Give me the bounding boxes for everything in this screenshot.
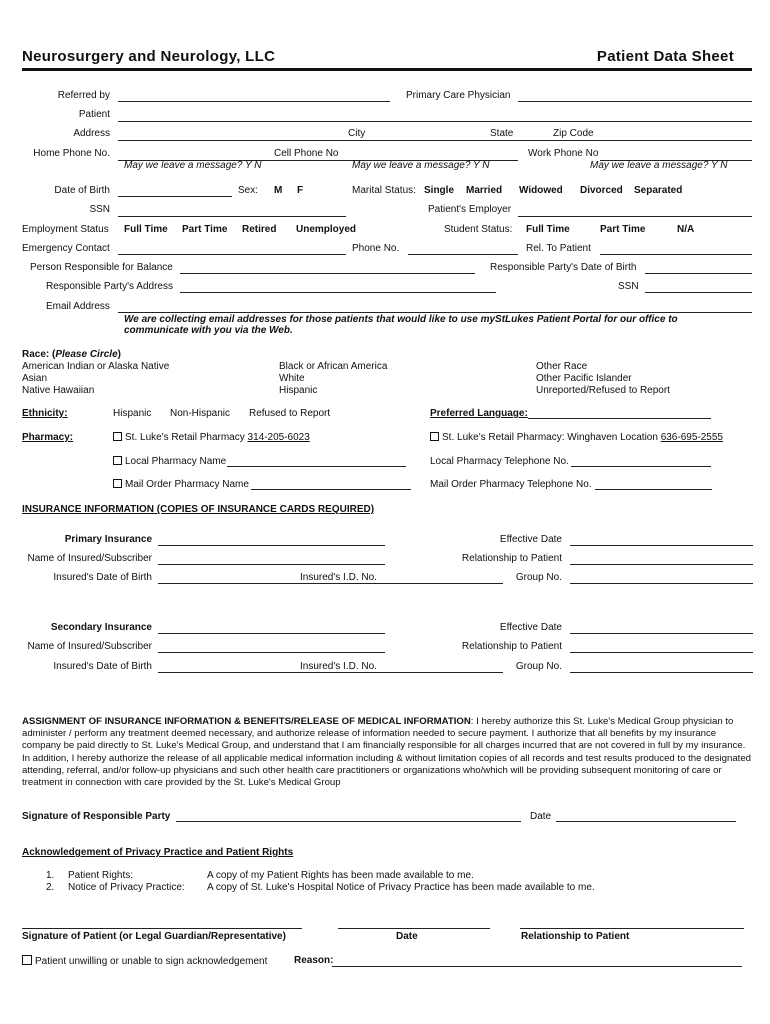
city-label: City [348,128,366,139]
sig-resp-field[interactable] [176,821,521,822]
race-option[interactable]: Native Hawaiian [22,385,95,396]
patient-signature-field[interactable] [22,928,302,929]
retail-pharmacy-option[interactable]: St. Luke's Retail Pharmacy 314-205-6023 [113,432,310,443]
rel-field[interactable] [600,254,752,255]
student-label: Student Status: [444,224,513,235]
race-option[interactable]: Hispanic [279,385,318,396]
org-name: Neurosurgery and Neurology, LLC [22,48,276,65]
dob-label: Date of Birth [54,185,110,196]
emp-full-time[interactable]: Full Time [124,224,168,235]
insured-field[interactable] [158,652,385,653]
employment-label: Employment Status [22,224,109,235]
email-label: Email Address [46,301,110,312]
iid-label: Insured's I.D. No. [300,572,377,583]
referred-label: Referred by [57,90,110,101]
eth-hispanic[interactable]: Hispanic [113,408,152,419]
checkbox-icon[interactable] [113,479,122,488]
race-option[interactable]: Other Race [536,361,588,372]
work-message-option[interactable]: May we leave a message? Y N [590,160,728,171]
eth-non-hispanic[interactable]: Non-Hispanic [170,408,231,419]
emergency-label: Emergency Contact [22,243,110,254]
ethnicity-heading: Ethnicity: [22,408,68,419]
patient-signature-label: Signature of Patient (or Legal Guardian/Representative) [22,931,286,942]
marital-divorced[interactable]: Divorced [580,185,623,196]
eff-date-field[interactable] [570,545,753,546]
group-label: Group No. [515,572,562,583]
local-pharmacy-option[interactable]: Local Pharmacy Name [113,456,226,467]
sex-label: Sex: [238,185,259,196]
unable-to-sign-option[interactable]: Patient unwilling or unable to sign acknowledgement [22,955,267,967]
resp-addr-field[interactable] [180,292,496,293]
home-phone-label: Home Phone No. [33,148,110,159]
sex-f-option[interactable]: F [297,185,304,196]
ack-rel-label: Relationship to Patient [521,931,630,942]
state-label: State [490,128,514,139]
ack-label: Patient Rights: [68,870,134,881]
page-title: Patient Data Sheet [596,48,734,65]
emp-unemployed[interactable]: Unemployed [296,224,357,235]
race-option[interactable]: Unreported/Refused to Report [536,385,670,396]
marital-widowed[interactable]: Widowed [519,185,563,196]
local-tel-field[interactable] [571,466,711,467]
cell-message-option[interactable]: May we leave a message? Y N [352,160,490,171]
group-field[interactable] [570,672,753,673]
sex-m-option[interactable]: M [274,185,283,196]
ack-text: A copy of St. Luke's Hospital Notice of Privacy Practice has been made available to me. [207,882,595,893]
relp-field[interactable] [570,652,753,653]
resp-ssn-label: SSN [618,281,639,292]
ack-label: Notice of Privacy Practice: [68,882,185,893]
insured-label: Name of Insured/Subscriber [27,641,152,652]
resp-label: Person Responsible for Balance [30,262,173,273]
idob-label: Insured's Date of Birth [53,661,152,672]
idob-field[interactable] [158,583,503,584]
race-option[interactable]: Asian [22,373,48,384]
winghaven-pharmacy-option[interactable]: St. Luke's Retail Pharmacy: Winghaven Location 636-695-2555 [430,432,723,443]
address-field[interactable] [118,140,752,141]
employer-label: Patient's Employer [428,204,512,215]
local-pharmacy-field[interactable] [227,466,406,467]
email-field[interactable] [118,312,752,313]
patient-label: Patient [78,109,110,120]
rel-label: Rel. To Patient [526,243,591,254]
pcp-field[interactable] [518,101,752,102]
marital-separated[interactable]: Separated [634,185,683,196]
ssn-label: SSN [89,204,110,215]
relp-label: Relationship to Patient [461,553,562,564]
ack-date-field[interactable] [338,928,490,929]
race-option[interactable]: Black or African America [279,361,388,372]
checkbox-icon[interactable] [430,432,439,441]
local-tel-label: Local Pharmacy Telephone No. [430,456,569,467]
pharmacy-heading: Pharmacy: [22,432,74,443]
eff-date-label: Effective Date [499,622,562,633]
sig-date-field[interactable] [556,821,736,822]
group-label: Group No. [515,661,562,672]
header-rule [22,68,752,71]
eth-refused[interactable]: Refused to Report [249,408,331,419]
relp-field[interactable] [570,564,753,565]
race-option[interactable]: American Indian or Alaska Native [22,361,170,372]
home-message-option[interactable]: May we leave a message? Y N [124,160,262,171]
assignment-paragraph: ASSIGNMENT OF INSURANCE INFORMATION & BENEFITS/RELEASE OF MEDICAL INFORMATION: I hereby authorize this St. Luke's Medical Group physician to administer / perform any treatment deemed necessary, and authorize release of information needed to secure payment. I authorize that all benefits by my insurance company be paid directly to St. Luke's Medical Group, and understand that I am financially responsible for all charges incurred that are not covered in full by my insurance. In addition, I hereby authorize the release of all applicable medical information including & without limitation copies of all records and test results produced to the designated attending, referral, and/or follow-up physicians and such other health care practitioners or organizations who/which will be providing subsequent monitoring of care or treatment in connection with care provided by the St. Luke's Medical Group [22,716,752,789]
patient-field[interactable] [118,121,752,122]
student-part-time[interactable]: Part Time [600,224,646,235]
sig-resp-label: Signature of Responsible Party [22,811,171,822]
language-field[interactable] [528,418,711,419]
insured-label: Name of Insured/Subscriber [27,553,152,564]
marital-married[interactable]: Married [466,185,503,196]
emergency-field[interactable] [118,254,346,255]
pcp-label: Primary Care Physician [406,90,511,101]
resp-ssn-field[interactable] [645,292,752,293]
reason-field[interactable] [332,966,742,967]
ack-heading: Acknowledgement of Privacy Practice and Patient Rights [22,847,294,858]
marital-label: Marital Status: [352,185,416,196]
idob-label: Insured's Date of Birth [53,572,152,583]
mail-pharmacy-field[interactable] [251,489,411,490]
address-label: Address [73,128,110,139]
mail-tel-label: Mail Order Pharmacy Telephone No. [430,479,592,490]
ack-number: 2. [46,882,55,893]
race-heading: Race: (Please Circle) [22,349,121,360]
sig-date-label: Date [530,811,552,822]
referred-field[interactable] [118,101,390,102]
race-option[interactable]: Other Pacific Islander [536,373,632,384]
checkbox-icon[interactable] [113,432,122,441]
eff-date-field[interactable] [570,633,753,634]
insurance-heading: INSURANCE INFORMATION (COPIES OF INSURANCE CARDS REQUIRED) [22,504,375,515]
email-note-2: communicate with you via the Web. [124,325,293,336]
resp-dob-field[interactable] [645,273,752,274]
relp-label: Relationship to Patient [461,641,562,652]
emp-retired[interactable]: Retired [242,224,277,235]
work-phone-label: Work Phone No [528,148,599,159]
resp-field[interactable] [180,273,475,274]
primary-ins-field[interactable] [158,545,385,546]
insured-field[interactable] [158,564,385,565]
ack-rel-field[interactable] [520,928,744,929]
ack-text: A copy of my Patient Rights has been made available to me. [207,870,474,881]
ack-number: 1. [46,870,55,881]
idob-field[interactable] [158,672,503,673]
primary-ins-label: Primary Insurance [64,534,152,545]
group-field[interactable] [570,583,753,584]
email-note-1: We are collecting email addresses for those patients that would like to use myStLukes Patient Portal for our office to [124,314,678,325]
employer-field[interactable] [518,216,752,217]
student-na[interactable]: N/A [677,224,695,235]
emp-part-time[interactable]: Part Time [182,224,228,235]
emergency-phone-field[interactable] [408,254,518,255]
checkbox-icon[interactable] [22,955,32,965]
ssn-field[interactable] [118,216,346,217]
ack-date-label: Date [396,931,418,942]
student-full-time[interactable]: Full Time [526,224,570,235]
resp-addr-label: Responsible Party's Address [46,281,173,292]
checkbox-icon[interactable] [113,456,122,465]
eff-date-label: Effective Date [499,534,562,545]
phone-label: Phone No. [352,243,400,254]
reason-label: Reason: [294,955,334,966]
cell-phone-label: Cell Phone No [274,148,339,159]
iid-label: Insured's I.D. No. [300,661,377,672]
secondary-ins-label: Secondary Insurance [50,622,152,633]
secondary-ins-field[interactable] [158,633,385,634]
marital-single[interactable]: Single [424,185,455,196]
race-option[interactable]: White [279,373,305,384]
resp-dob-label: Responsible Party's Date of Birth [490,262,637,273]
mail-tel-field[interactable] [595,489,712,490]
language-label: Preferred Language: [430,408,528,419]
mail-pharmacy-option[interactable]: Mail Order Pharmacy Name [113,479,249,490]
dob-field[interactable] [118,196,232,197]
zip-label: Zip Code [553,128,594,139]
